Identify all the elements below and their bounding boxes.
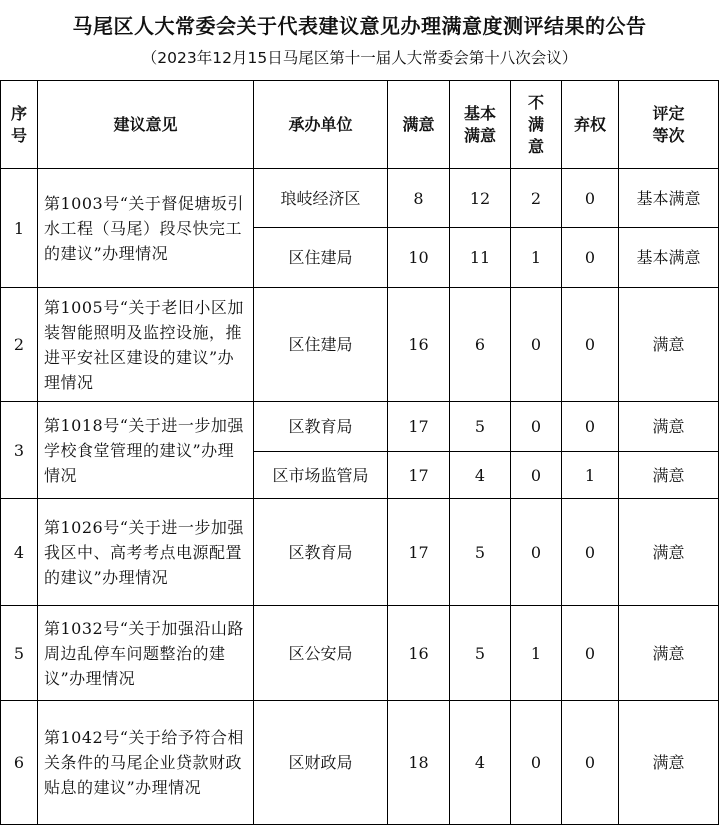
satisfied-cell: 18: [388, 701, 450, 825]
abstain-cell: 0: [562, 606, 619, 701]
header-satisfied: 满意: [388, 81, 450, 169]
satisfied-cell: 10: [388, 228, 450, 288]
satisfied-cell: 17: [388, 499, 450, 606]
satisfied-cell: 17: [388, 402, 450, 452]
basic-satisfied-cell: 6: [450, 288, 511, 402]
rating-cell: 基本满意: [619, 228, 719, 288]
unit-cell: 区住建局: [254, 288, 388, 402]
satisfied-cell: 8: [388, 169, 450, 228]
basic-satisfied-cell: 4: [450, 452, 511, 499]
suggestion-cell: 第1018号“关于进一步加强学校食堂管理的建议”办理情况: [38, 402, 254, 499]
unit-cell: 琅岐经济区: [254, 169, 388, 228]
table-header-row: [1, 81, 719, 169]
unsatisfied-cell: 0: [511, 402, 562, 452]
unit-cell: 区财政局: [254, 701, 388, 825]
abstain-cell: 0: [562, 499, 619, 606]
satisfied-cell: 17: [388, 452, 450, 499]
satisfied-cell: 16: [388, 288, 450, 402]
suggestion-cell: 第1042号“关于给予符合相关条件的马尾企业贷款财政贴息的建议”办理情况: [38, 701, 254, 825]
suggestion-cell: 第1032号“关于加强沿山路周边乱停车问题整治的建议”办理情况: [38, 606, 254, 701]
abstain-cell: 0: [562, 288, 619, 402]
header-rating: 评定等次: [619, 81, 719, 169]
document-subtitle: （2023年12月15日马尾区第十一届人大常委会第十八次会议）: [141, 49, 578, 67]
satisfied-cell: 16: [388, 606, 450, 701]
basic-satisfied-cell: 5: [450, 402, 511, 452]
unit-cell: 区公安局: [254, 606, 388, 701]
abstain-cell: 0: [562, 402, 619, 452]
basic-satisfied-cell: 4: [450, 701, 511, 825]
header-seq: 序号: [1, 81, 38, 169]
abstain-cell: 0: [562, 228, 619, 288]
unsatisfied-cell: 1: [511, 606, 562, 701]
rating-cell: 满意: [619, 402, 719, 452]
table-row: [1, 701, 719, 825]
rating-cell: 满意: [619, 288, 719, 402]
seq-cell: 1: [1, 169, 38, 288]
unit-cell: 区住建局: [254, 228, 388, 288]
basic-satisfied-cell: 11: [450, 228, 511, 288]
abstain-cell: 0: [562, 701, 619, 825]
seq-cell: 6: [1, 701, 38, 825]
unsatisfied-cell: 0: [511, 288, 562, 402]
basic-satisfied-cell: 12: [450, 169, 511, 228]
table-row: [1, 606, 719, 701]
abstain-cell: 0: [562, 169, 619, 228]
header-suggestion: 建议意见: [38, 81, 254, 169]
header-abstain: 弃权: [562, 81, 619, 169]
table-row: [1, 169, 719, 228]
table-row: [1, 402, 719, 452]
suggestion-cell: 第1005号“关于老旧小区加装智能照明及监控设施，推进平安社区建设的建议”办理情况: [38, 288, 254, 402]
seq-cell: 2: [1, 288, 38, 402]
suggestion-cell: 第1026号“关于进一步加强我区中、高考考点电源配置的建议”办理情况: [38, 499, 254, 606]
rating-cell: 满意: [619, 499, 719, 606]
unit-cell: 区教育局: [254, 499, 388, 606]
seq-cell: 5: [1, 606, 38, 701]
abstain-cell: 1: [562, 452, 619, 499]
unsatisfied-cell: 0: [511, 452, 562, 499]
table-row: [1, 499, 719, 606]
header-unit: 承办单位: [254, 81, 388, 169]
rating-cell: 满意: [619, 452, 719, 499]
unit-cell: 区市场监管局: [254, 452, 388, 499]
table-row: [1, 288, 719, 402]
seq-cell: 4: [1, 499, 38, 606]
unsatisfied-cell: 1: [511, 228, 562, 288]
basic-satisfied-cell: 5: [450, 606, 511, 701]
basic-satisfied-cell: 5: [450, 499, 511, 606]
suggestion-cell: 第1003号“关于督促塘坂引水工程（马尾）段尽快完工的建议”办理情况: [38, 169, 254, 288]
unit-cell: 区教育局: [254, 402, 388, 452]
rating-cell: 基本满意: [619, 169, 719, 228]
table-body: [1, 169, 719, 825]
rating-cell: 满意: [619, 606, 719, 701]
unsatisfied-cell: 0: [511, 701, 562, 825]
rating-cell: 满意: [619, 701, 719, 825]
header-basic-satisfied: 基本满意: [450, 81, 511, 169]
header-unsatisfied: 不满意: [511, 81, 562, 169]
unsatisfied-cell: 2: [511, 169, 562, 228]
document-title: 马尾区人大常委会关于代表建议意见办理满意度测评结果的公告: [72, 14, 647, 38]
unsatisfied-cell: 0: [511, 499, 562, 606]
seq-cell: 3: [1, 402, 38, 499]
evaluation-table: [0, 80, 719, 825]
